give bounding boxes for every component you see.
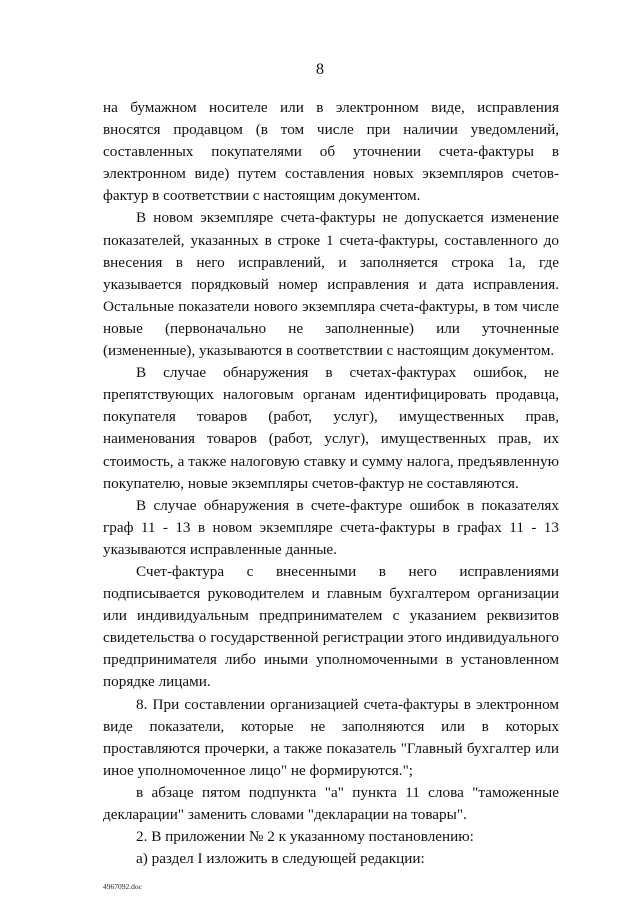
paragraph-appendix-2: 2. В приложении № 2 к указанному постановлению: <box>136 828 474 846</box>
page-number: 8 <box>316 61 324 78</box>
file-name-footer: 4967092.doc <box>103 882 142 891</box>
paragraph-customs-declarations: в абзаце пятом подпункта "а" пункта 11 слова "таможенные декларации" заменить словами "декларации на товары". <box>103 783 559 823</box>
paragraph-continuation: на бумажном носителе или в электронном виде, исправления вносятся продавцом (в том числе при наличии уведомлений, составленных покупателями об уточнении счета-фактуры в электронном виде) путем составления новых экземпляров счетов-фактур в соответствии с настоящим документом. <box>103 99 559 205</box>
paragraph-electronic-form: 8. При составлении организацией счета-фактуры в электронном виде показатели, которые не заполняются или в которых проставляются прочерки, а также показатель "Главный бухгалтер или иное уполномоченное лицо" не формируются."; <box>103 695 559 779</box>
paragraph-errors-not-preventing: В случае обнаружения в счетах-фактурах ошибок, не препятствующих налоговым органам идентифицировать продавца, покупателя товаров (работ, услуг), имущественных прав, наименования товаров (работ, услуг), имущественных прав, их стоимость, а также налоговую ставку и сумму налога, предъявленную покупателю, новые экземпляры счетов-фактур не составляются. <box>103 364 559 492</box>
paragraph-section-i: а) раздел I изложить в следующей редакции: <box>136 850 425 868</box>
document-body <box>103 97 559 870</box>
paragraph-new-copy: В новом экземпляре счета-фактуры не допускается изменение показателей, указанных в строке 1 счета-фактуры, составленного до внесения в него исправлений, и заполняется строка 1а, где указывается порядковый номер исправления и дата исправления. Остальные показатели нового экземпляра счета-фактуры, в том числе новые (первоначально не заполненные) или уточненные (измененные), указываются в соответствии с настоящим документом. <box>103 209 559 360</box>
paragraph-signature: Счет-фактура с внесенными в него исправлениями подписывается руководителем и главным бухгалтером организации или индивидуальным предпринимателем с указанием реквизитов свидетельства о государственной регистрации этого индивидуального предпринимателя либо иными уполномоченными в установленном порядке лицами. <box>103 562 559 691</box>
paragraph-columns-11-13: В случае обнаружения в счете-фактуре ошибок в показателях граф 11 - 13 в новом экземпляре счета-фактуры в графах 11 - 13 указываются исправленные данные. <box>103 496 559 558</box>
